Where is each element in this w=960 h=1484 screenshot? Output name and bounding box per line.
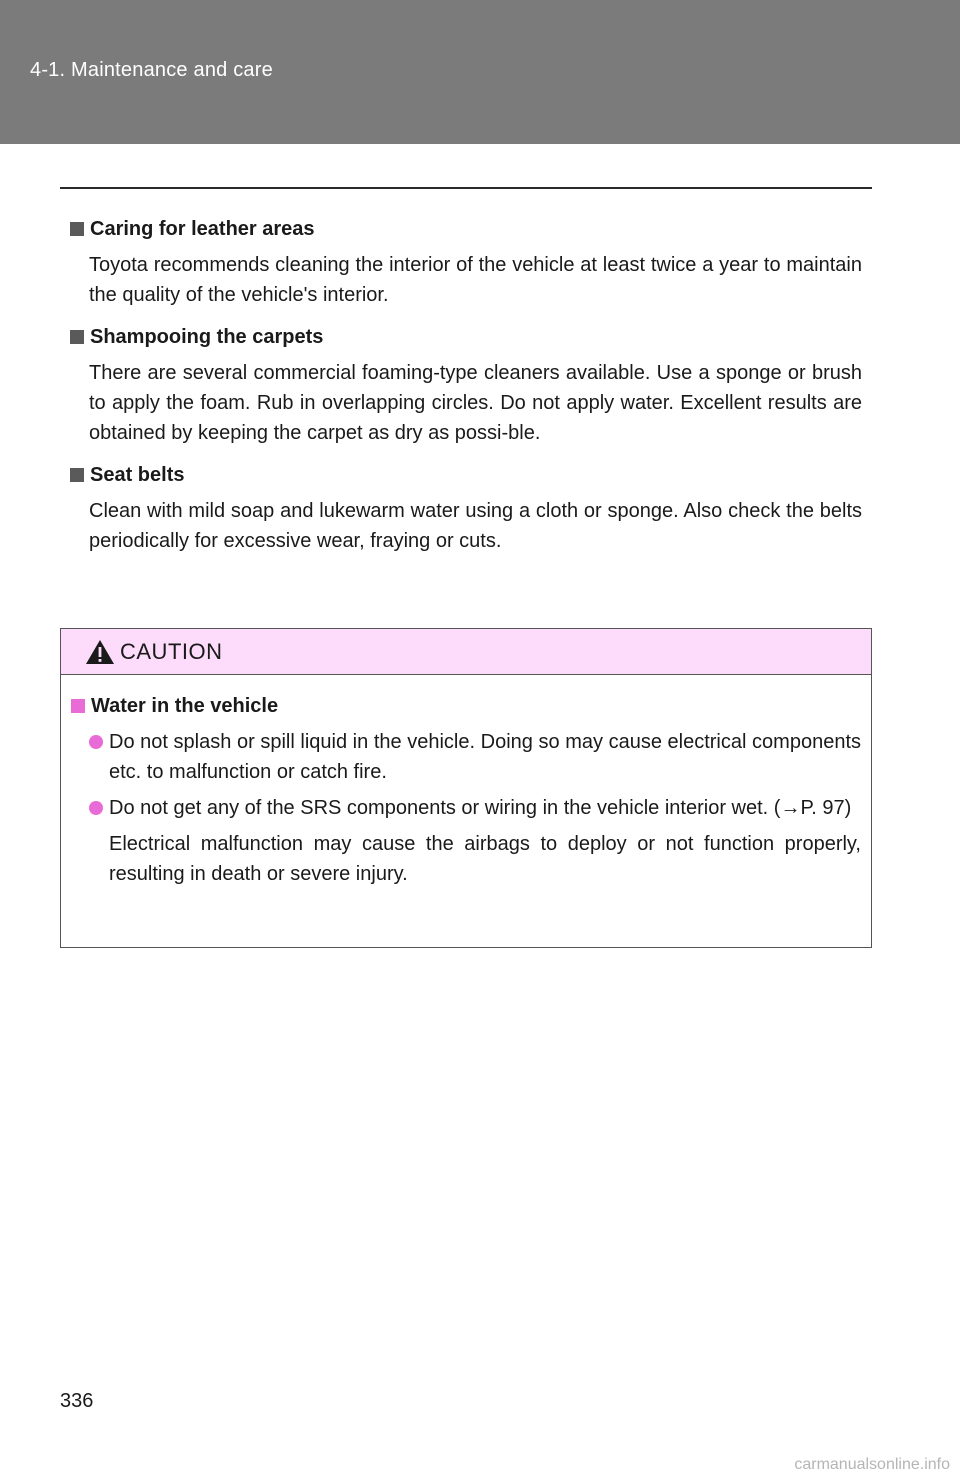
section-carpets — [70, 322, 862, 448]
circle-bullet-icon — [89, 801, 103, 815]
section-leather — [70, 214, 862, 310]
main-content — [70, 214, 862, 568]
caution-header — [61, 629, 871, 675]
page-header — [0, 0, 960, 144]
square-bullet-icon — [70, 468, 84, 482]
caution-heading: Water in the vehicle — [91, 695, 279, 717]
section-heading: Seat belts — [90, 464, 185, 486]
section-heading: Caring for leather areas — [90, 218, 315, 240]
caution-body — [61, 675, 871, 889]
section-body: Toyota recommends cleaning the interior of the vehicle at least twice a year to maintain the quality of the vehicle's interior. — [89, 254, 862, 306]
square-bullet-icon — [71, 699, 85, 713]
warning-triangle-icon — [85, 639, 115, 665]
caution-label: CAUTION — [120, 638, 223, 664]
list-item: Do not splash or spill liquid in the vehicle. Doing so may cause electrical components etc. to malfunction or catch fire. — [71, 727, 861, 787]
section-seat-belts — [70, 460, 862, 556]
list-item: Do not get any of the SRS components or wiring in the vehicle interior wet. (→P. 97) — [71, 793, 861, 823]
section-heading: Shampooing the carpets — [90, 326, 324, 348]
circle-bullet-icon — [89, 735, 103, 749]
section-body: There are several commercial foaming-type cleaners available. Use a sponge or brush to apply the foam. Rub in overlapping circles. Do not apply water. Excellent results are obtained by keeping the carpet as dry as possi-ble. — [89, 362, 862, 444]
divider-line — [60, 187, 872, 189]
watermark: carmanualsonline.info — [794, 1456, 950, 1473]
caution-note: Electrical malfunction may cause the airbags to deploy or not function properly, resulting in death or severe injury. — [109, 833, 861, 885]
chapter-title: 4-1. Maintenance and care — [30, 59, 273, 81]
section-body: Clean with mild soap and lukewarm water using a cloth or sponge. Also check the belts periodically for excessive wear, fraying or cuts. — [89, 500, 862, 552]
page-number: 336 — [60, 1390, 94, 1412]
square-bullet-icon — [70, 330, 84, 344]
caution-box — [60, 628, 872, 948]
square-bullet-icon — [70, 222, 84, 236]
